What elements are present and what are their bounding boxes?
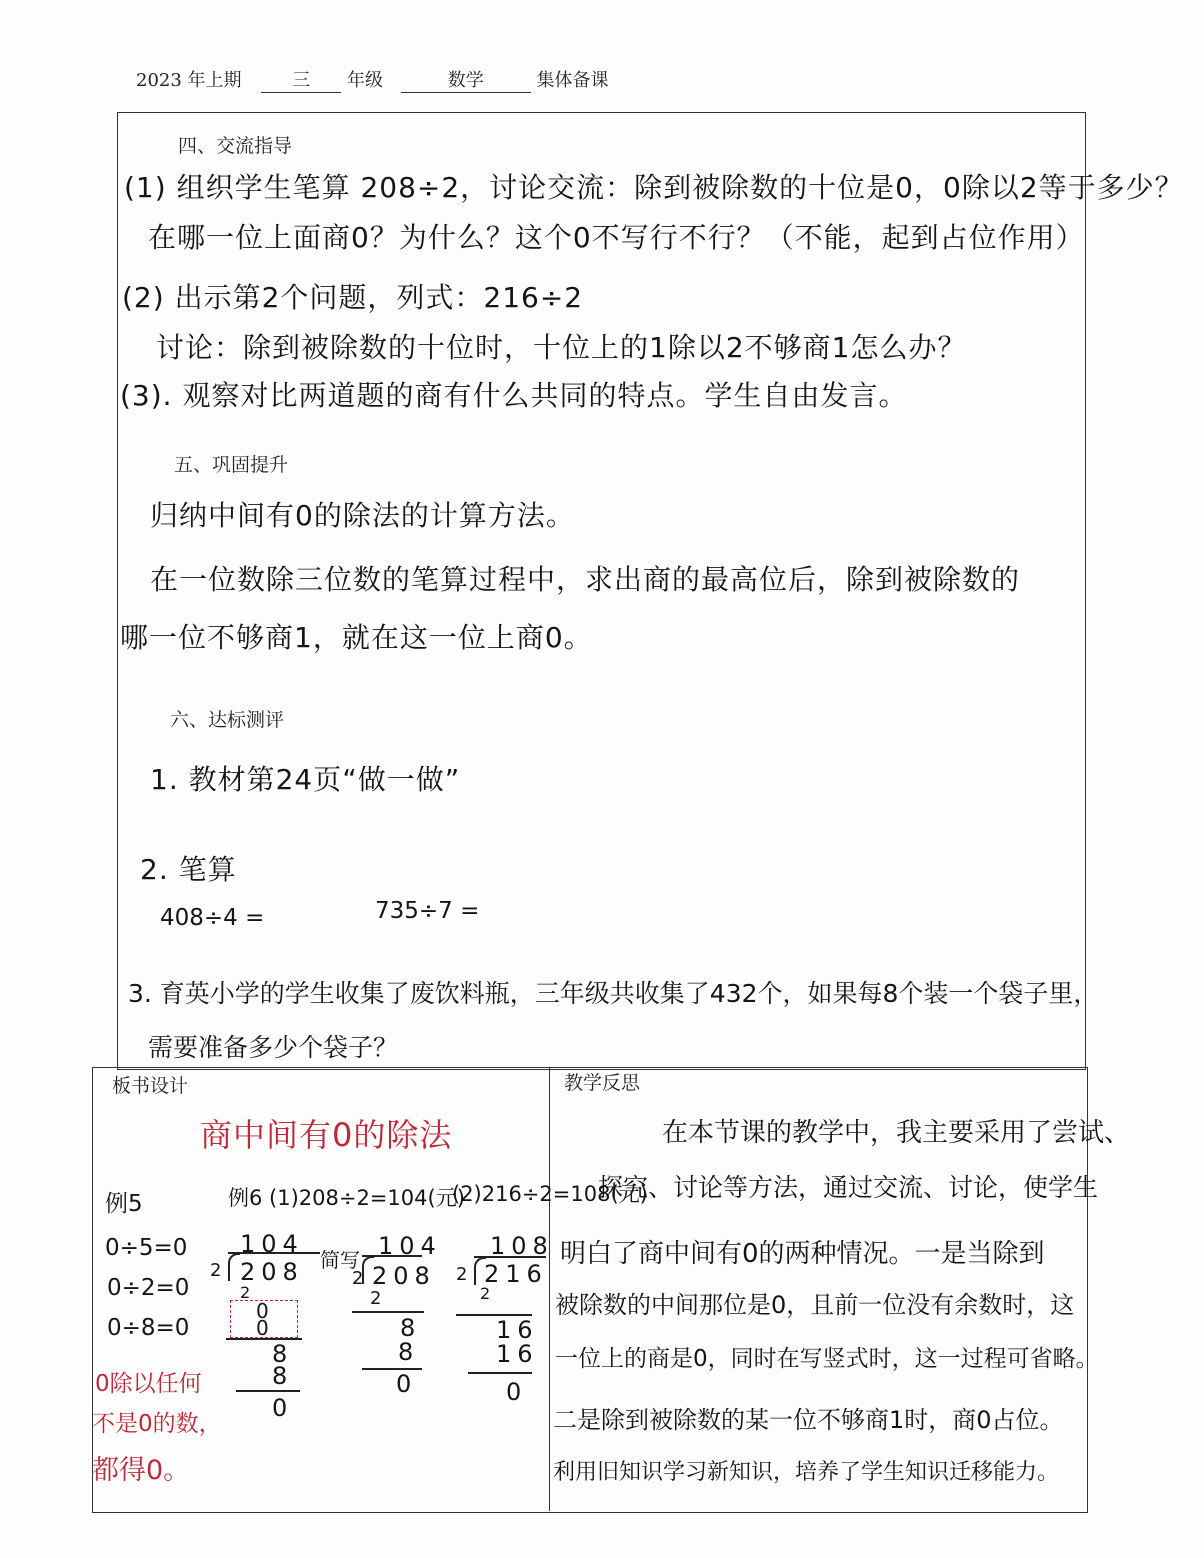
step: 8	[272, 1340, 294, 1368]
quotient: 104	[240, 1230, 304, 1258]
division-line	[236, 1390, 300, 1392]
term: 2023 年上期	[136, 70, 242, 91]
calc-2: 735÷7 =	[375, 898, 480, 924]
test-item-2: 2. 笔算	[140, 853, 237, 886]
subject: 数学	[401, 66, 531, 93]
note-line: 都得0。	[92, 1455, 191, 1486]
section5-line: 哪一位不够商1，就在这一位上商0。	[120, 621, 593, 654]
divisor: 2	[456, 1264, 474, 1285]
divisor: 2	[352, 1268, 370, 1289]
board-title: 商中间有0的除法	[200, 1116, 453, 1154]
section4-line: (2) 出示第2个问题，列式：216÷2	[122, 281, 584, 314]
grade-suffix: 年级	[347, 70, 383, 91]
step: 16	[496, 1340, 539, 1368]
section5-line: 在一位数除三位数的笔算过程中，求出商的最高位后，除到被除数的	[150, 563, 1021, 596]
dividend: 208	[240, 1258, 304, 1286]
remainder: 0	[396, 1370, 418, 1398]
division-line	[468, 1372, 532, 1374]
remainder: 0	[272, 1394, 294, 1422]
reflection-line: 利用旧知识学习新知识，培养了学生知识迁移能力。	[553, 1460, 1060, 1485]
grade: 三	[261, 66, 341, 93]
reflection-line: 二是除到被除数的某一位不够商1时，商0占位。	[553, 1406, 1064, 1434]
section6-title: 六、达标测评	[170, 709, 285, 731]
step: 8	[400, 1314, 422, 1342]
divisor: 2	[210, 1260, 228, 1281]
example-6: 例6 (1)208÷2=104(元)	[228, 1186, 465, 1210]
bottom-divider	[549, 1067, 550, 1511]
dividend: 216	[484, 1260, 548, 1288]
step: 8	[272, 1362, 294, 1390]
division-bar	[228, 1252, 320, 1254]
section4-title: 四、交流指导	[178, 135, 293, 157]
quotient: 108	[490, 1232, 554, 1260]
reflection-line: 在本节课的教学中，我主要采用了尝试、	[662, 1118, 1131, 1148]
reflection-line: 被除数的中间那位是0，且前一位没有余数时，这	[555, 1291, 1075, 1319]
section5-line: 归纳中间有0的除法的计算方法。	[150, 499, 575, 532]
section4-line: (1) 组织学生笔算 208÷2，讨论交流：除到被除数的十位是0，0除以2等于多少？	[124, 171, 1184, 204]
step: 0	[256, 1299, 275, 1323]
reflection-line: 探究、讨论等方法，通过交流、讨论，使学生	[598, 1173, 1099, 1202]
example-5: 例5	[105, 1191, 143, 1217]
plan-type: 集体备课	[536, 70, 609, 91]
equation: 0÷5=0	[105, 1235, 188, 1261]
section4-line: 在哪一位上面商0？为什么？这个0不写行不行？（不能，起到占位作用）	[148, 221, 1085, 254]
remainder: 0	[506, 1378, 528, 1406]
dividend: 208	[372, 1262, 436, 1290]
test-item-3: 3. 育英小学的学生收集了废饮料瓶，三年级共收集了432个，如果每8个装一个袋子里，	[128, 979, 1099, 1008]
reflection-label: 教学反思	[564, 1072, 641, 1094]
step: 8	[398, 1338, 420, 1366]
step: 2	[240, 1283, 257, 1302]
step: 2	[480, 1284, 497, 1303]
test-item-1: 1. 教材第24页“做一做”	[150, 763, 461, 796]
step: 16	[496, 1316, 539, 1344]
note-line: 不是0的数，	[92, 1411, 222, 1437]
quotient: 104	[378, 1232, 442, 1260]
test-item-3-cont: 需要准备多少个袋子？	[148, 1033, 399, 1062]
step: 0	[256, 1316, 275, 1340]
section4-line: 讨论：除到被除数的十位时，十位上的1除以2不够商1怎么办？	[156, 331, 967, 364]
note-line: 0除以任何	[95, 1371, 202, 1397]
step: 2	[370, 1288, 388, 1309]
short-form-label: 简写	[320, 1248, 360, 1272]
calc-1: 408÷4 =	[160, 905, 265, 931]
equation: 0÷8=0	[107, 1315, 190, 1341]
division-bracket	[228, 1253, 240, 1281]
reflection-line: 明白了商中间有0的两种情况。一是当除到	[560, 1239, 1045, 1269]
section5-title: 五、巩固提升	[174, 454, 289, 476]
section4-line: (3). 观察对比两道题的商有什么共同的特点。学生自由发言。	[120, 379, 908, 412]
division-line	[352, 1311, 424, 1313]
page-header	[136, 66, 608, 93]
equation: 0÷2=0	[107, 1275, 190, 1301]
example-6b: (2)216÷2=108(元)	[452, 1182, 648, 1206]
board-label: 板书设计	[112, 1075, 189, 1097]
reflection-line: 一位上的商是0，同时在写竖式时，这一过程可省略。	[555, 1346, 1099, 1372]
